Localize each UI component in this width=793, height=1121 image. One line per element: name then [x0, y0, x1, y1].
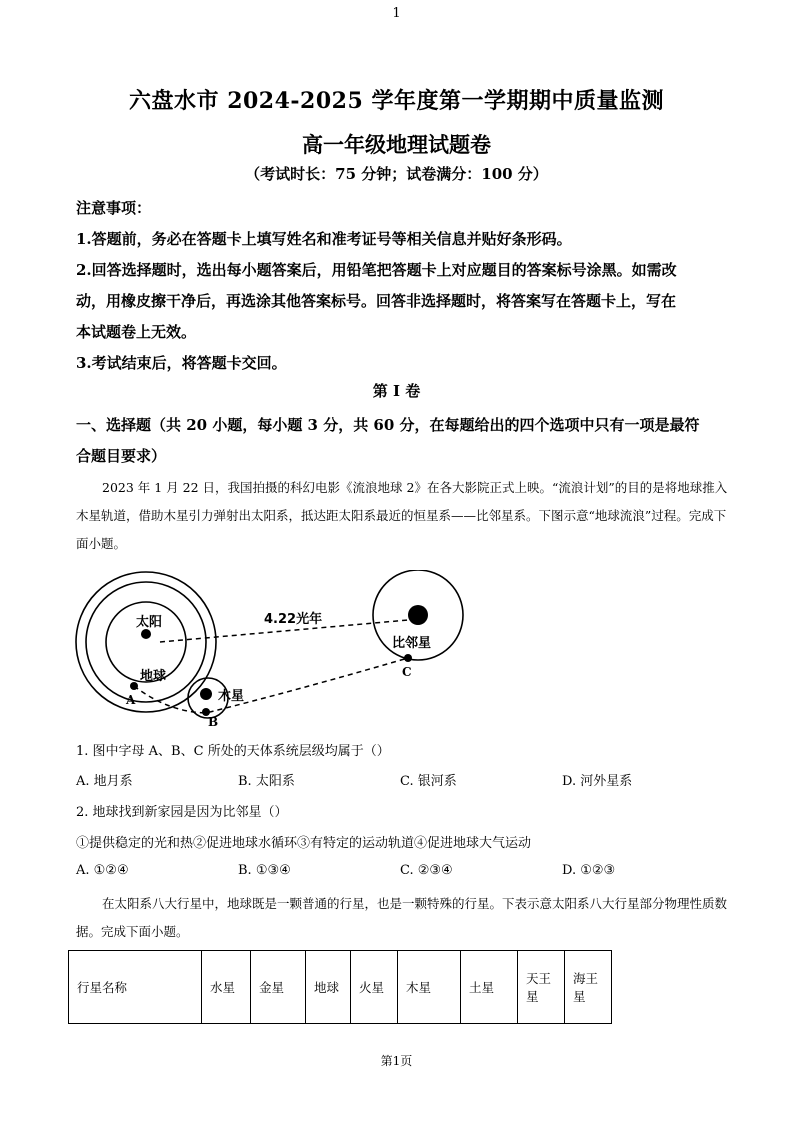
notice-item-2a: 2.回答选择题时，选出每小题答案后，用铅笔把答题卡上对应题目的答案标号涂黑。如需改: [76, 261, 677, 279]
sun-icon: [141, 629, 151, 639]
table-header-cell: 金星: [251, 951, 306, 1024]
distance-label: 4.22光年: [264, 612, 323, 627]
jupiter-label: 木星: [218, 689, 245, 704]
q2-option-b[interactable]: B. ①③④: [238, 863, 291, 878]
section1-heading-line2: 合题目要求）: [76, 447, 167, 465]
exam-subtitle: 高一年级地理试题卷: [302, 132, 491, 157]
q1-option-c[interactable]: C. 银河系: [400, 774, 457, 789]
earth-label: 地球: [140, 669, 167, 684]
earth-orbit-ring: [86, 582, 206, 702]
q2-option-c[interactable]: C. ②③④: [400, 863, 453, 878]
q1-option-a[interactable]: A. 地月系: [76, 774, 133, 789]
notice-heading: 注意事项：: [76, 199, 152, 217]
page-number-top: 1: [392, 6, 401, 21]
point-b-label: B: [208, 715, 219, 729]
notice-item-3: 3.考试结束后，将答题卡交回。: [76, 354, 287, 372]
earth-wandering-diagram: [68, 570, 488, 730]
exam-info: （考试时长：75 分钟；试卷满分：100 分）: [245, 165, 548, 183]
question-2-stem: 2. 地球找到新家园是因为比邻星（）: [76, 805, 288, 820]
volume-heading: 第 I 卷: [372, 382, 421, 400]
proxima-label: 比邻星: [392, 636, 432, 651]
question-2-options: [0, 863, 793, 883]
jupiter-icon: [200, 688, 212, 700]
outer-orbit-ring: [76, 572, 216, 712]
q2-option-a[interactable]: A. ①②④: [76, 863, 129, 878]
notice-item-2c: 本试题卷上无效。: [76, 323, 197, 341]
passage-1: 2023 年 1 月 22 日，我国拍摄的科幻电影《流浪地球 2》在各大影院正式上映。“流浪计划”的目的是将地球推入木星轨道，借助木星引力弹射出太阳系，抵达距太阳系最近的恒星系——比邻星系。下图示意“地球流浪”过程。完成下面小题。: [76, 480, 728, 551]
q1-option-d[interactable]: D. 河外星系: [562, 774, 633, 789]
point-a-marker: [130, 682, 138, 690]
page-footer: 第1页: [380, 1054, 413, 1068]
notice-item-1: 1.答题前，务必在答题卡上填写姓名和准考证号等相关信息并贴好条形码。: [76, 230, 572, 248]
q1-option-b[interactable]: B. 太阳系: [238, 774, 295, 789]
proxima-icon: [408, 605, 428, 625]
sun-label: 太阳: [136, 615, 163, 630]
table-header-cell: 地球: [306, 951, 351, 1024]
table-header-cell: 火星: [351, 951, 398, 1024]
section1-heading-line1: 一、选择题（共 20 小题，每小题 3 分，共 60 分，在每题给出的四个选项中只有一项是最符: [76, 416, 700, 434]
table-header-row: [69, 951, 612, 1024]
q2-option-d[interactable]: D. ①②③: [562, 863, 616, 878]
point-c-marker: [404, 654, 412, 662]
passage-2: 在太阳系八大行星中，地球既是一颗普通的行星，也是一颗特殊的行星。下表示意太阳系八大行星部分物理性质数据。完成下面小题。: [76, 896, 728, 939]
table-header-cell: 木星: [398, 951, 461, 1024]
notice-item-2b: 动，用橡皮擦干净后，再选涂其他答案标号。回答非选择题时，将答案写在答题卡上，写在: [76, 292, 677, 310]
exam-title: 六盘水市 2024-2025 学年度第一学期期中质量监测: [129, 88, 664, 114]
question-2-statements: ①提供稳定的光和热②促进地球水循环③有特定的运动轨道④促进地球大气运动: [76, 836, 532, 851]
point-a-label: A: [126, 693, 136, 707]
wandering-path: [134, 658, 408, 713]
table-header-cell: 行星名称: [69, 951, 202, 1024]
table-header-cell: 土星: [461, 951, 518, 1024]
question-1-options: [0, 770, 793, 790]
point-c-label: C: [402, 665, 412, 679]
table-header-cell: 天王星: [518, 951, 565, 1024]
planet-property-table: [68, 950, 612, 1024]
table-header-cell: 海王星: [565, 951, 612, 1024]
question-1-stem: 1. 图中字母 A、B、C 所处的天体系统层级均属于（）: [76, 744, 390, 759]
table-header-cell: 水星: [202, 951, 251, 1024]
